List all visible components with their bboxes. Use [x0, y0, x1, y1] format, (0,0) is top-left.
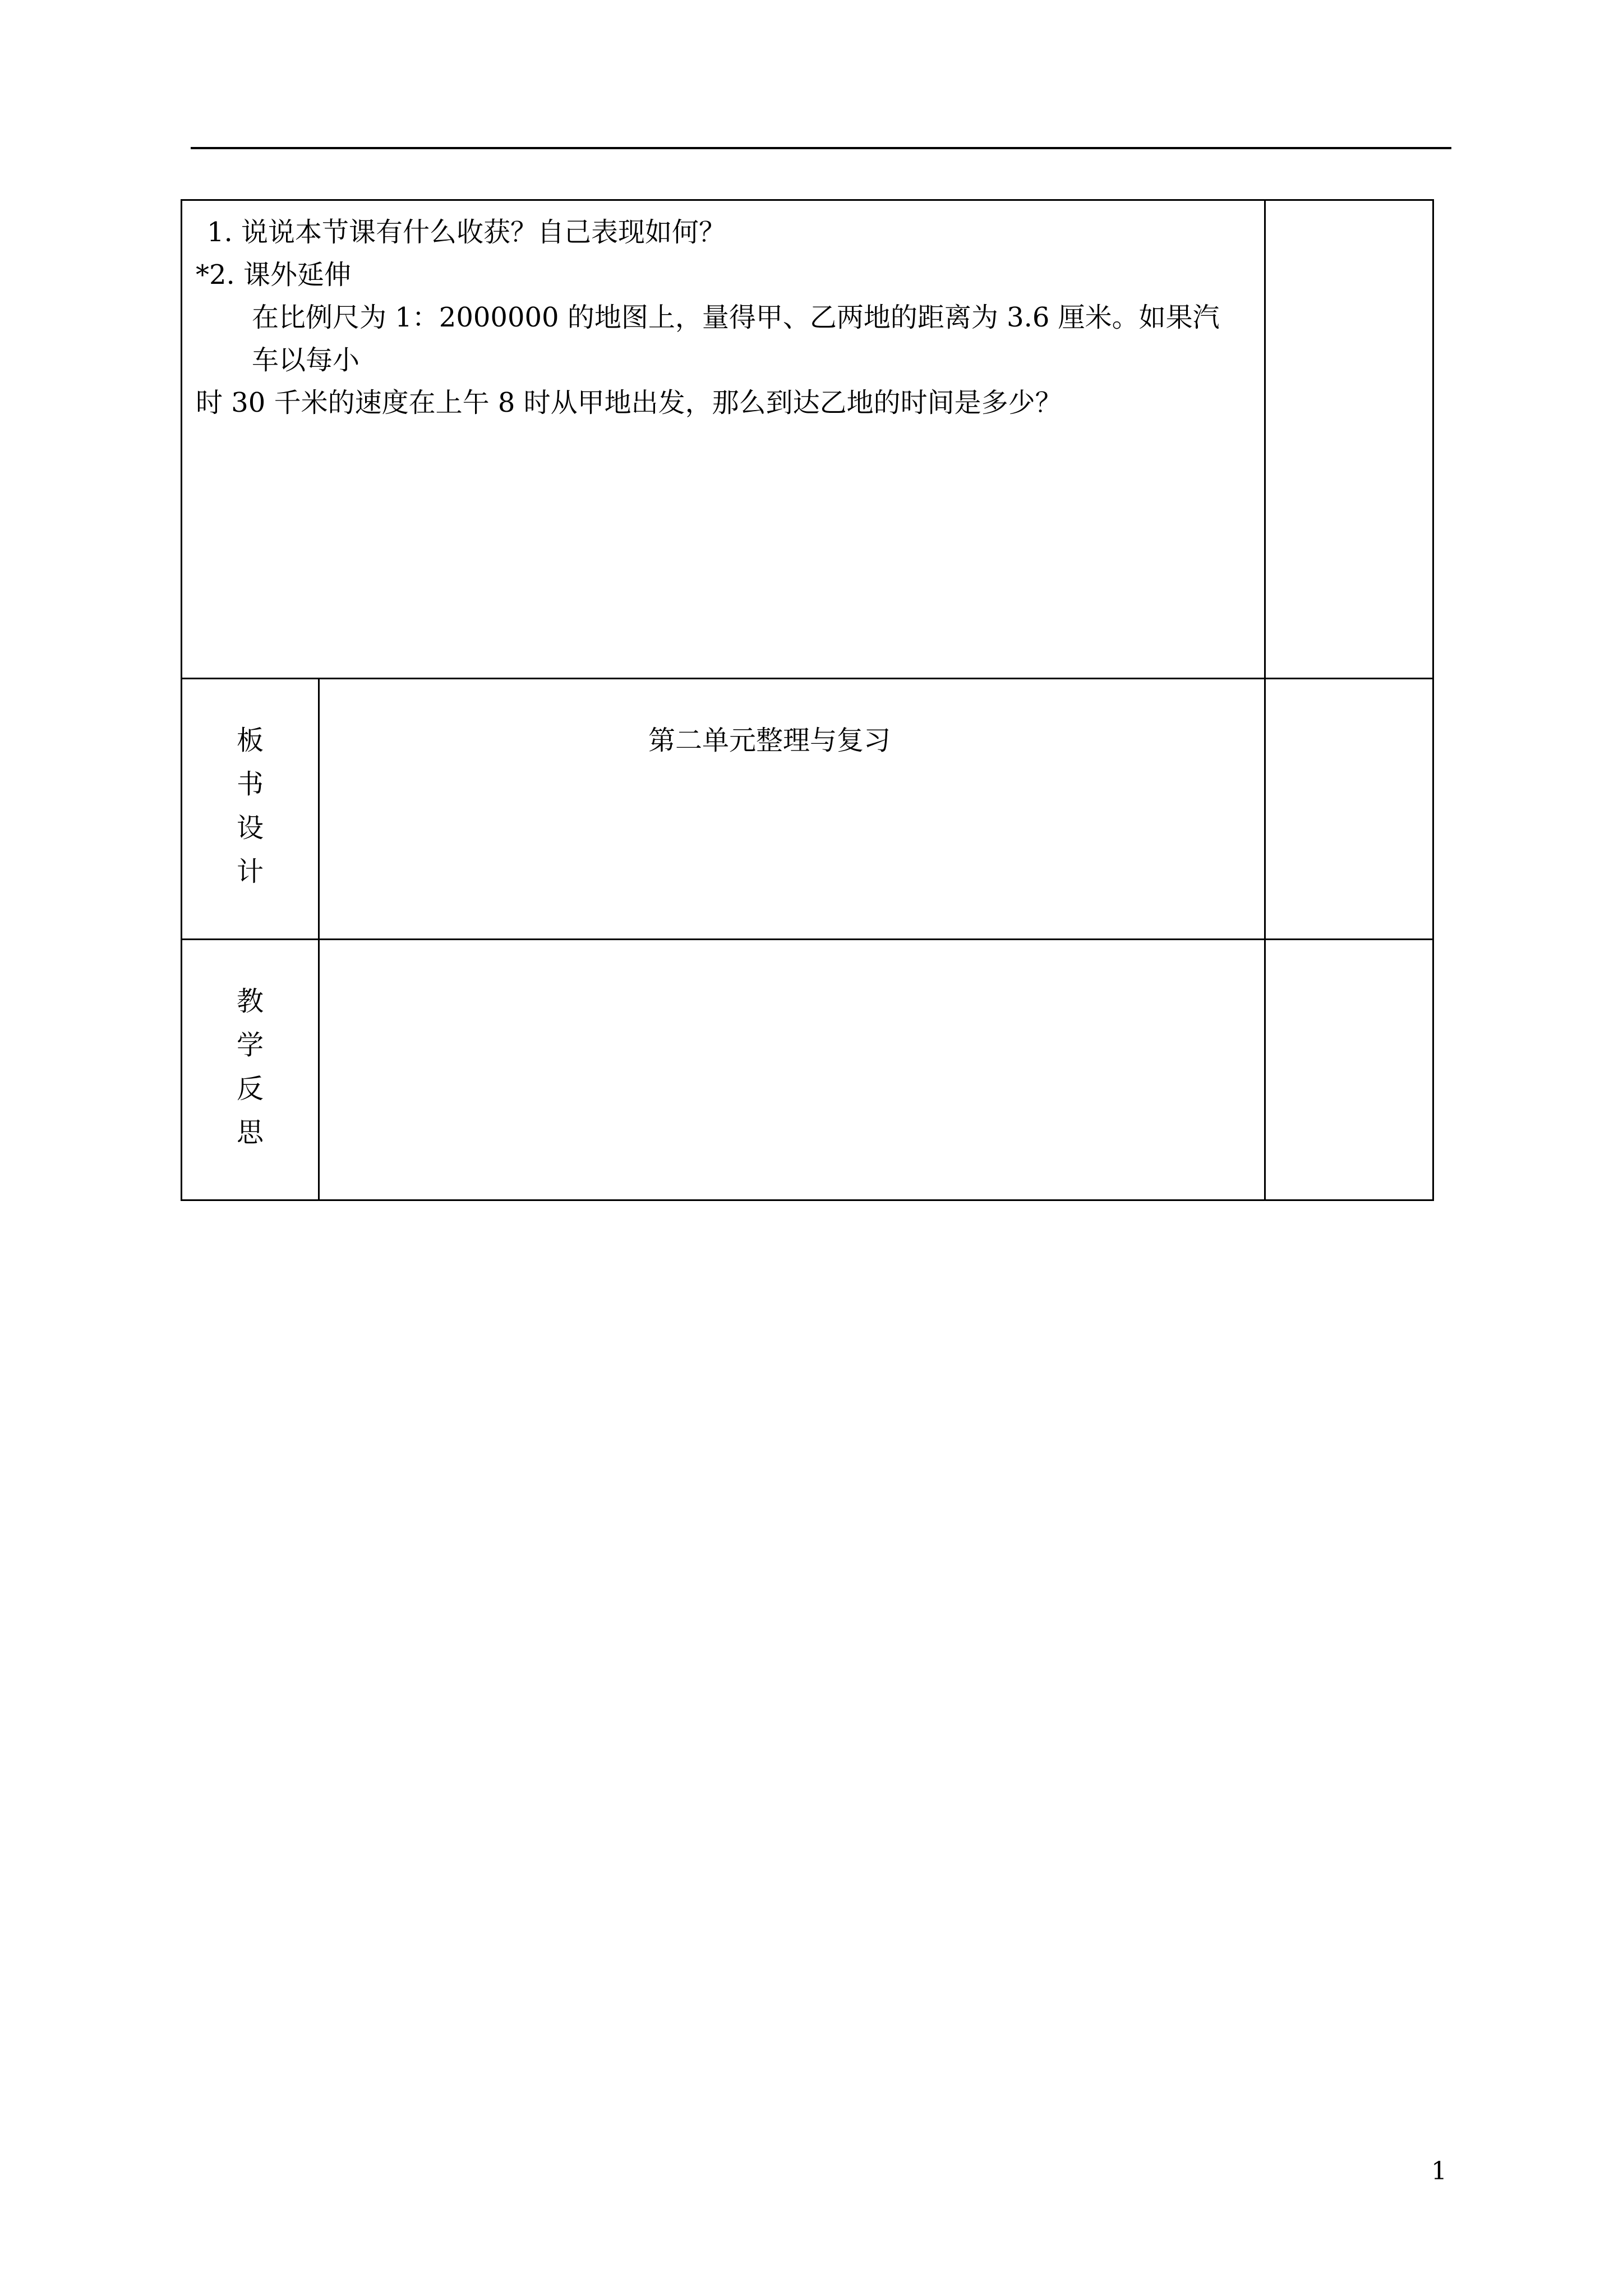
board-title: 第二单元整理与复习	[648, 725, 891, 756]
board-label-char: 书	[236, 769, 264, 800]
summary-question: 1. 说说本节课有什么收获？自己表现如何？	[207, 217, 726, 248]
lesson-plan-table	[181, 199, 1434, 1201]
board-design-label	[182, 679, 319, 940]
side-cell-board	[1265, 679, 1433, 940]
board-design-row	[182, 679, 1433, 940]
header-rule	[191, 147, 1451, 149]
reflection-label-char: 学	[236, 1029, 264, 1061]
reflection-label-char: 教	[236, 986, 264, 1017]
problem-line-2: 车以每小	[252, 344, 360, 376]
reflection-cell	[319, 940, 1265, 1200]
problem-line-1: 在比例尺为 1：2000000 的地图上，量得甲、乙两地的距离为 3.6 厘米。如果汽	[252, 302, 1220, 333]
side-cell-top	[1265, 200, 1433, 679]
summary-row	[182, 200, 1433, 679]
board-design-cell	[319, 679, 1265, 940]
reflection-label	[182, 940, 319, 1200]
summary-cell	[182, 200, 1265, 679]
problem-line-3: 时 30 千米的速度在上午 8 时从甲地出发，那么到达乙地的时间是多少？	[196, 387, 1062, 418]
reflection-label-char: 反	[236, 1073, 264, 1105]
page-number: 1	[1431, 2157, 1447, 2185]
board-label-char: 板	[236, 725, 264, 756]
side-cell-reflection	[1265, 940, 1433, 1200]
extension-heading: *2. 课外延伸	[196, 259, 352, 291]
reflection-row	[182, 940, 1433, 1200]
reflection-label-char: 思	[236, 1117, 264, 1148]
board-label-char: 设	[236, 812, 264, 844]
board-label-char: 计	[236, 856, 264, 887]
